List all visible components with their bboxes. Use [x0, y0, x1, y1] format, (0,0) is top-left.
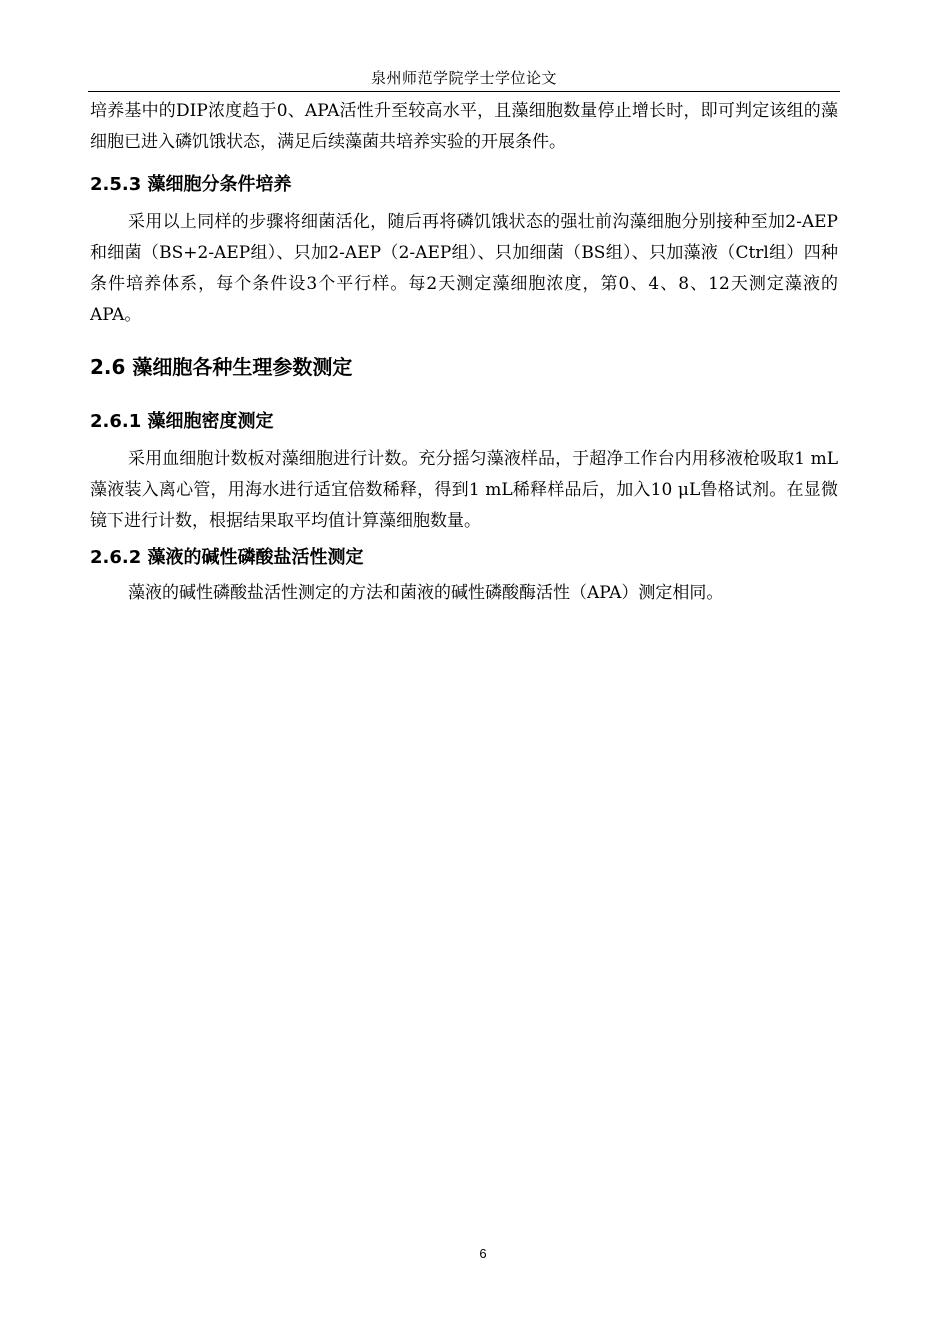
heading-2-6: 2.6 藻细胞各种生理参数测定: [90, 355, 353, 379]
paragraph-continued: 培养基中的DIP浓度趋于0、APA活性升至较高水平，且藻细胞数量停止增长时，即可判定该组的藻细胞已进入磷饥饿状态，满足后续藻菌共培养实验的开展条件。: [90, 101, 838, 152]
paragraph-culture-conditions: 采用以上同样的步骤将细菌活化，随后再将磷饥饿状态的强壮前沟藻细胞分别接种至加2-AEP和细菌（BS+2-AEP组）、只加2-AEP（2-AEP组）、只加细菌（BS组）、只加藻液（Ctrl组）四种条件培养体系，每个条件设3个平行样。每2天测定藻细胞浓度，第0、4、8、12天测定藻液的APA。: [90, 212, 838, 325]
heading-2-5-3: 2.5.3 藻细胞分条件培养: [90, 174, 292, 195]
header-rule: [88, 91, 840, 92]
paragraph-cell-density: 采用血细胞计数板对藻细胞进行计数。充分摇匀藻液样品，于超净工作台内用移液枪吸取1 mL藻液装入离心管，用海水进行适宜倍数稀释，得到1 mL稀释样品后，加入10 μL鲁格试剂。在显微镜下进行计数，根据结果取平均值计算藻细胞数量。: [90, 449, 838, 531]
page-number: 6: [479, 1246, 487, 1261]
running-header: 泉州师范学院学士学位论文: [370, 69, 557, 87]
heading-2-6-1: 2.6.1 藻细胞密度测定: [90, 411, 274, 432]
heading-2-6-2: 2.6.2 藻液的碱性磷酸盐活性测定: [90, 547, 364, 568]
page-body: [90, 96, 838, 609]
paragraph-apa-method: 藻液的碱性磷酸盐活性测定的方法和菌液的碱性磷酸酶活性（APA）测定相同。: [128, 583, 724, 603]
